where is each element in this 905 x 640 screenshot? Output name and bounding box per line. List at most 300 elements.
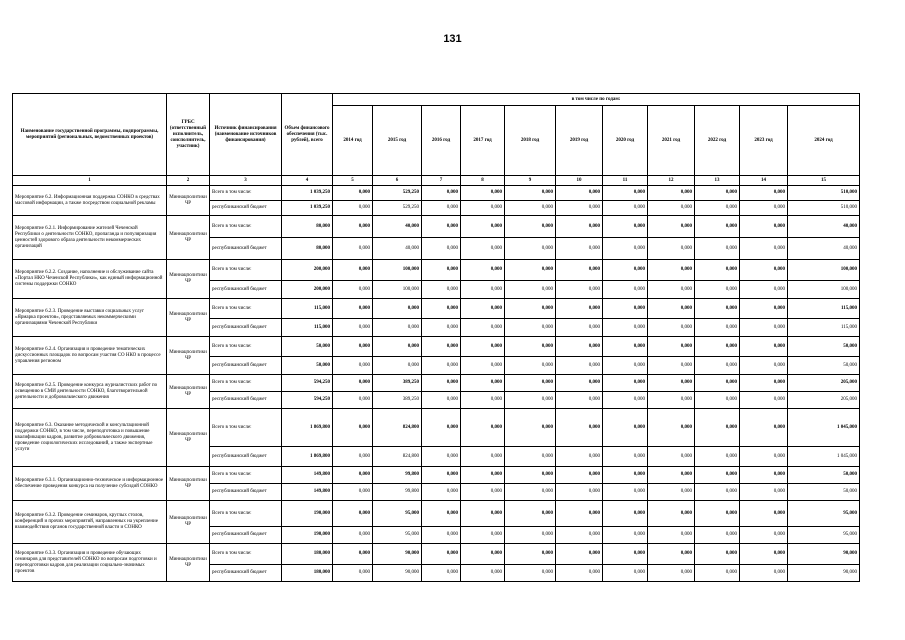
total-amount: 149,800 bbox=[282, 484, 333, 501]
year-amount: 0,000 bbox=[556, 484, 603, 501]
year-amount: 0,000 bbox=[505, 216, 556, 238]
year-amount: 0,000 bbox=[422, 409, 461, 447]
year-amount: 0,000 bbox=[603, 281, 648, 299]
year-amount: 0,000 bbox=[603, 299, 648, 319]
table-row bbox=[13, 544, 860, 565]
year-amount: 0,000 bbox=[505, 501, 556, 527]
year-amount: 0,000 bbox=[695, 392, 740, 409]
total-amount: 200,000 bbox=[282, 260, 333, 281]
header-year: 2019 год bbox=[556, 106, 603, 176]
year-amount: 0,000 bbox=[648, 484, 695, 501]
year-amount: 0,000 bbox=[333, 186, 373, 201]
year-amount: 40,000 bbox=[373, 238, 422, 260]
year-amount: 0,000 bbox=[461, 281, 505, 299]
year-amount: 0,000 bbox=[648, 447, 695, 467]
year-amount: 0,000 bbox=[333, 357, 373, 375]
year-amount: 0,000 bbox=[333, 447, 373, 467]
total-amount: 80,000 bbox=[282, 238, 333, 260]
year-amount: 100,000 bbox=[788, 260, 860, 281]
year-amount: 0,000 bbox=[505, 565, 556, 582]
year-amount: 0,000 bbox=[603, 392, 648, 409]
total-amount: 594,250 bbox=[282, 375, 333, 392]
funding-source: Всего в том числе: bbox=[210, 544, 282, 565]
column-number: 2 bbox=[167, 176, 210, 186]
funding-source: Всего в том числе: bbox=[210, 409, 282, 447]
year-amount: 0,000 bbox=[695, 484, 740, 501]
year-amount: 0,000 bbox=[648, 467, 695, 484]
header-year: 2015 год bbox=[373, 106, 422, 176]
year-amount: 0,000 bbox=[556, 375, 603, 392]
total-amount: 1 869,800 bbox=[282, 447, 333, 467]
year-amount: 0,000 bbox=[505, 484, 556, 501]
year-amount: 0,000 bbox=[740, 299, 788, 319]
measure-name: Мероприятие 6.3. Оказание методической и консультационной поддержки СОНКО, в том числе, переподготовка и повышение квалификации кадров, развитие добровольческого движения, проведение социологических исследований, а также экспертные услуги bbox=[13, 409, 167, 467]
year-amount: 0,000 bbox=[740, 501, 788, 527]
year-amount: 0,000 bbox=[648, 375, 695, 392]
year-amount: 0,000 bbox=[461, 238, 505, 260]
year-amount: 0,000 bbox=[740, 467, 788, 484]
header-total: Объем финансового обеспечения (тыс. рублей), всего bbox=[282, 94, 333, 176]
year-amount: 0,000 bbox=[603, 375, 648, 392]
year-amount: 0,000 bbox=[648, 544, 695, 565]
year-amount: 0,000 bbox=[422, 544, 461, 565]
year-amount: 50,000 bbox=[788, 467, 860, 484]
column-number: 8 bbox=[461, 176, 505, 186]
year-amount: 0,000 bbox=[740, 186, 788, 201]
year-amount: 0,000 bbox=[333, 409, 373, 447]
year-amount: 0,000 bbox=[333, 337, 373, 357]
total-amount: 115,000 bbox=[282, 299, 333, 319]
year-amount: 0,000 bbox=[556, 238, 603, 260]
year-amount: 0,000 bbox=[461, 392, 505, 409]
year-amount: 0,000 bbox=[333, 484, 373, 501]
year-amount: 0,000 bbox=[505, 392, 556, 409]
column-number: 12 bbox=[648, 176, 695, 186]
header-year: 2021 год bbox=[648, 106, 695, 176]
measure-name: Мероприятие 6.2.3. Проведение выставки социальных услуг «Ярмарка проектов», представляемых некоммерческими организациями Чеченской Республики bbox=[13, 299, 167, 337]
year-amount: 0,000 bbox=[695, 357, 740, 375]
table-row bbox=[13, 501, 860, 527]
year-amount: 0,000 bbox=[740, 527, 788, 544]
year-amount: 0,000 bbox=[422, 527, 461, 544]
year-amount: 0,000 bbox=[556, 260, 603, 281]
year-amount: 0,000 bbox=[333, 544, 373, 565]
year-amount: 0,000 bbox=[333, 281, 373, 299]
year-amount: 0,000 bbox=[556, 501, 603, 527]
year-amount: 389,250 bbox=[373, 392, 422, 409]
total-amount: 180,000 bbox=[282, 565, 333, 582]
header-year: 2016 год bbox=[422, 106, 461, 176]
total-amount: 115,000 bbox=[282, 319, 333, 337]
total-amount: 80,000 bbox=[282, 216, 333, 238]
funding-source: республиканский бюджет bbox=[210, 447, 282, 467]
year-amount: 90,000 bbox=[373, 544, 422, 565]
year-amount: 0,000 bbox=[603, 501, 648, 527]
year-amount: 0,000 bbox=[505, 186, 556, 201]
year-amount: 0,000 bbox=[333, 319, 373, 337]
header-year: 2022 год bbox=[695, 106, 740, 176]
year-amount: 95,000 bbox=[788, 501, 860, 527]
year-amount: 0,000 bbox=[695, 409, 740, 447]
total-amount: 190,000 bbox=[282, 527, 333, 544]
total-amount: 594,250 bbox=[282, 392, 333, 409]
total-amount: 50,000 bbox=[282, 357, 333, 375]
year-amount: 0,000 bbox=[333, 260, 373, 281]
year-amount: 0,000 bbox=[556, 565, 603, 582]
year-amount: 0,000 bbox=[333, 527, 373, 544]
executor: Миннацполитики ЧР bbox=[167, 467, 210, 501]
funding-source: республиканский бюджет bbox=[210, 281, 282, 299]
year-amount: 529,250 bbox=[373, 186, 422, 201]
year-amount: 0,000 bbox=[505, 299, 556, 319]
year-amount: 0,000 bbox=[556, 281, 603, 299]
funding-source: республиканский бюджет bbox=[210, 565, 282, 582]
year-amount: 0,000 bbox=[422, 467, 461, 484]
table-row bbox=[13, 299, 860, 319]
year-amount: 0,000 bbox=[603, 186, 648, 201]
header-grbs: ГРБС (ответственный исполнитель, соисполнитель, участник) bbox=[167, 94, 210, 176]
year-amount: 0,000 bbox=[333, 375, 373, 392]
measure-name: Мероприятие 6.3.1. Организационно-техническое и информационное обеспечение проведения конкурса на получение субсидий СОНКО bbox=[13, 467, 167, 501]
year-amount: 0,000 bbox=[603, 467, 648, 484]
executor: Миннацполитики ЧР bbox=[167, 337, 210, 375]
year-amount: 0,000 bbox=[603, 260, 648, 281]
year-amount: 0,000 bbox=[648, 357, 695, 375]
year-amount: 0,000 bbox=[422, 238, 461, 260]
year-amount: 0,000 bbox=[695, 319, 740, 337]
year-amount: 0,000 bbox=[603, 409, 648, 447]
total-amount: 1 039,250 bbox=[282, 186, 333, 201]
table-row bbox=[13, 375, 860, 392]
year-amount: 0,000 bbox=[695, 501, 740, 527]
header-by-year: в том числе по годам: bbox=[333, 94, 860, 106]
page-number: 131 bbox=[443, 33, 462, 45]
year-amount: 99,800 bbox=[373, 484, 422, 501]
year-amount: 100,000 bbox=[373, 260, 422, 281]
year-amount: 0,000 bbox=[556, 357, 603, 375]
year-amount: 0,000 bbox=[461, 216, 505, 238]
total-amount: 200,000 bbox=[282, 281, 333, 299]
year-amount: 0,000 bbox=[648, 186, 695, 201]
year-amount: 0,000 bbox=[461, 375, 505, 392]
year-amount: 0,000 bbox=[505, 544, 556, 565]
year-amount: 0,000 bbox=[422, 357, 461, 375]
year-amount: 0,000 bbox=[461, 409, 505, 447]
funding-source: республиканский бюджет bbox=[210, 319, 282, 337]
year-amount: 0,000 bbox=[556, 467, 603, 484]
year-amount: 0,000 bbox=[333, 201, 373, 216]
year-amount: 0,000 bbox=[648, 501, 695, 527]
year-amount: 0,000 bbox=[422, 216, 461, 238]
year-amount: 0,000 bbox=[556, 299, 603, 319]
measure-name: Мероприятие 6.3.3. Организация и проведение обучающих семинаров для представителей СОНКО по вопросам подготовки и переподготовки кадров для реализации социально-значимых проектов bbox=[13, 544, 167, 582]
year-amount: 0,000 bbox=[740, 544, 788, 565]
year-amount: 0,000 bbox=[695, 260, 740, 281]
year-amount: 0,000 bbox=[422, 319, 461, 337]
year-amount: 0,000 bbox=[333, 392, 373, 409]
header-name: Наименование государственной программы, подпрограммы, мероприятий (региональных, ведомственных проектов) bbox=[13, 94, 167, 176]
year-amount: 510,000 bbox=[788, 186, 860, 201]
header-year: 2014 год bbox=[333, 106, 373, 176]
measure-name: Мероприятие 6.2.5. Проведение конкурса журналистских работ по освещению в СМИ деятельности СОНКО, благотворительной деятельности и добровольческого движения bbox=[13, 375, 167, 409]
year-amount: 0,000 bbox=[461, 319, 505, 337]
year-amount: 0,000 bbox=[740, 281, 788, 299]
year-amount: 0,000 bbox=[695, 238, 740, 260]
year-amount: 0,000 bbox=[603, 527, 648, 544]
executor: Миннацполитики ЧР bbox=[167, 260, 210, 299]
year-amount: 0,000 bbox=[556, 527, 603, 544]
year-amount: 0,000 bbox=[648, 238, 695, 260]
table-row bbox=[13, 467, 860, 484]
year-amount: 0,000 bbox=[461, 544, 505, 565]
column-number: 7 bbox=[422, 176, 461, 186]
year-amount: 0,000 bbox=[422, 260, 461, 281]
funding-source: Всего в том числе: bbox=[210, 260, 282, 281]
year-amount: 40,000 bbox=[788, 238, 860, 260]
total-amount: 190,000 bbox=[282, 501, 333, 527]
year-amount: 0,000 bbox=[648, 319, 695, 337]
year-amount: 205,000 bbox=[788, 375, 860, 392]
year-amount: 0,000 bbox=[505, 409, 556, 447]
year-amount: 95,000 bbox=[373, 527, 422, 544]
table-row bbox=[13, 216, 860, 238]
executor: Миннацполитики ЧР bbox=[167, 375, 210, 409]
year-amount: 0,000 bbox=[648, 392, 695, 409]
year-amount: 0,000 bbox=[740, 337, 788, 357]
year-amount: 0,000 bbox=[461, 337, 505, 357]
year-amount: 90,000 bbox=[373, 565, 422, 582]
funding-source: республиканский бюджет bbox=[210, 527, 282, 544]
year-amount: 0,000 bbox=[422, 375, 461, 392]
year-amount: 0,000 bbox=[422, 281, 461, 299]
year-amount: 1 045,000 bbox=[788, 447, 860, 467]
year-amount: 0,000 bbox=[695, 467, 740, 484]
year-amount: 0,000 bbox=[373, 357, 422, 375]
year-amount: 0,000 bbox=[648, 216, 695, 238]
year-amount: 0,000 bbox=[603, 484, 648, 501]
year-amount: 40,000 bbox=[788, 216, 860, 238]
year-amount: 0,000 bbox=[695, 447, 740, 467]
year-amount: 389,250 bbox=[373, 375, 422, 392]
year-amount: 0,000 bbox=[556, 186, 603, 201]
year-amount: 0,000 bbox=[556, 201, 603, 216]
year-amount: 0,000 bbox=[556, 319, 603, 337]
year-amount: 0,000 bbox=[461, 260, 505, 281]
year-amount: 0,000 bbox=[648, 201, 695, 216]
year-amount: 0,000 bbox=[648, 409, 695, 447]
year-amount: 0,000 bbox=[373, 319, 422, 337]
year-amount: 0,000 bbox=[505, 337, 556, 357]
header-source: Источник финансирования (наименование источников финансирования) bbox=[210, 94, 282, 176]
year-amount: 0,000 bbox=[740, 409, 788, 447]
year-amount: 0,000 bbox=[695, 216, 740, 238]
year-amount: 50,000 bbox=[788, 357, 860, 375]
year-amount: 0,000 bbox=[695, 186, 740, 201]
column-number: 4 bbox=[282, 176, 333, 186]
measure-name: Мероприятие 6.2.2. Создание, наполнение и обслуживание сайта «Портал НКО Чеченской Республики», как единый информационной системы поддержки СОНКО bbox=[13, 260, 167, 299]
total-amount: 1 869,800 bbox=[282, 409, 333, 447]
year-amount: 0,000 bbox=[740, 238, 788, 260]
year-amount: 0,000 bbox=[740, 260, 788, 281]
executor: Миннацполитики ЧР bbox=[167, 299, 210, 337]
year-amount: 1 045,000 bbox=[788, 409, 860, 447]
funding-source: республиканский бюджет bbox=[210, 238, 282, 260]
year-amount: 0,000 bbox=[373, 299, 422, 319]
table-row bbox=[13, 337, 860, 357]
year-amount: 0,000 bbox=[648, 337, 695, 357]
year-amount: 0,000 bbox=[695, 337, 740, 357]
year-amount: 0,000 bbox=[461, 357, 505, 375]
total-amount: 149,800 bbox=[282, 467, 333, 484]
total-amount: 180,000 bbox=[282, 544, 333, 565]
measure-name: Мероприятие 6.2.4. Организация и проведение тематических дискуссионных площадок по вопросам участия СО НКО в процессе управления регионом bbox=[13, 337, 167, 375]
year-amount: 100,000 bbox=[788, 281, 860, 299]
year-amount: 0,000 bbox=[422, 501, 461, 527]
year-amount: 0,000 bbox=[695, 201, 740, 216]
year-amount: 0,000 bbox=[648, 299, 695, 319]
year-amount: 0,000 bbox=[505, 319, 556, 337]
funding-source: республиканский бюджет bbox=[210, 484, 282, 501]
year-amount: 0,000 bbox=[740, 484, 788, 501]
year-amount: 0,000 bbox=[603, 357, 648, 375]
year-amount: 0,000 bbox=[505, 527, 556, 544]
measure-name: Мероприятие 6.2. Информационная поддержка СОНКО в средствах массовой информации, а также посредством социальной рекламы bbox=[13, 186, 167, 216]
year-amount: 0,000 bbox=[461, 299, 505, 319]
year-amount: 0,000 bbox=[422, 201, 461, 216]
year-amount: 115,000 bbox=[788, 319, 860, 337]
header-year: 2018 год bbox=[505, 106, 556, 176]
year-amount: 0,000 bbox=[695, 375, 740, 392]
header-year: 2017 год bbox=[461, 106, 505, 176]
total-amount: 50,000 bbox=[282, 337, 333, 357]
year-amount: 824,800 bbox=[373, 409, 422, 447]
year-amount: 50,000 bbox=[788, 337, 860, 357]
funding-source: Всего в том числе: bbox=[210, 375, 282, 392]
column-number: 14 bbox=[740, 176, 788, 186]
year-amount: 0,000 bbox=[505, 201, 556, 216]
year-amount: 0,000 bbox=[603, 447, 648, 467]
year-amount: 0,000 bbox=[422, 299, 461, 319]
year-amount: 0,000 bbox=[422, 565, 461, 582]
executor: Миннацполитики ЧР bbox=[167, 186, 210, 216]
column-number: 15 bbox=[788, 176, 860, 186]
year-amount: 0,000 bbox=[740, 375, 788, 392]
year-amount: 0,000 bbox=[461, 201, 505, 216]
column-number: 13 bbox=[695, 176, 740, 186]
measure-name: Мероприятие 6.3.2. Проведение семинаров, круглых столов, конференций и прочих мероприятий, направленных на укрепление взаимодействия органов государственной власти и СОНКО bbox=[13, 501, 167, 544]
year-amount: 0,000 bbox=[556, 409, 603, 447]
year-amount: 510,000 bbox=[788, 201, 860, 216]
year-amount: 0,000 bbox=[461, 447, 505, 467]
year-amount: 0,000 bbox=[422, 186, 461, 201]
year-amount: 0,000 bbox=[695, 281, 740, 299]
year-amount: 0,000 bbox=[422, 392, 461, 409]
year-amount: 0,000 bbox=[422, 337, 461, 357]
executor: Миннацполитики ЧР bbox=[167, 501, 210, 544]
year-amount: 0,000 bbox=[556, 337, 603, 357]
year-amount: 0,000 bbox=[556, 216, 603, 238]
year-amount: 0,000 bbox=[505, 281, 556, 299]
year-amount: 50,000 bbox=[788, 484, 860, 501]
measure-name: Мероприятие 6.2.1. Информирование жителей Чеченской Республики о деятельности СОНКО, пропаганда и популяризация ценностей здорового образа деятельности некоммерческих организаций bbox=[13, 216, 167, 260]
executor: Миннацполитики ЧР bbox=[167, 216, 210, 260]
year-amount: 0,000 bbox=[556, 544, 603, 565]
year-amount: 0,000 bbox=[422, 484, 461, 501]
year-amount: 0,000 bbox=[740, 357, 788, 375]
year-amount: 0,000 bbox=[461, 527, 505, 544]
header-year: 2023 год bbox=[740, 106, 788, 176]
year-amount: 0,000 bbox=[333, 565, 373, 582]
year-amount: 0,000 bbox=[422, 447, 461, 467]
year-amount: 0,000 bbox=[333, 501, 373, 527]
year-amount: 0,000 bbox=[603, 216, 648, 238]
funding-source: Всего в том числе: bbox=[210, 501, 282, 527]
year-amount: 99,800 bbox=[373, 467, 422, 484]
year-amount: 0,000 bbox=[740, 319, 788, 337]
year-amount: 0,000 bbox=[505, 447, 556, 467]
year-amount: 95,000 bbox=[373, 501, 422, 527]
year-amount: 95,000 bbox=[788, 527, 860, 544]
column-number: 6 bbox=[373, 176, 422, 186]
year-amount: 0,000 bbox=[505, 375, 556, 392]
year-amount: 0,000 bbox=[740, 565, 788, 582]
funding-source: республиканский бюджет bbox=[210, 392, 282, 409]
year-amount: 115,000 bbox=[788, 299, 860, 319]
year-amount: 0,000 bbox=[461, 467, 505, 484]
year-amount: 0,000 bbox=[648, 281, 695, 299]
funding-source: Всего в том числе: bbox=[210, 216, 282, 238]
year-amount: 0,000 bbox=[333, 238, 373, 260]
year-amount: 90,000 bbox=[788, 544, 860, 565]
year-amount: 0,000 bbox=[695, 544, 740, 565]
column-number: 9 bbox=[505, 176, 556, 186]
year-amount: 0,000 bbox=[461, 565, 505, 582]
year-amount: 0,000 bbox=[505, 260, 556, 281]
year-amount: 0,000 bbox=[333, 299, 373, 319]
column-number: 5 bbox=[333, 176, 373, 186]
header-year: 2024 год bbox=[788, 106, 860, 176]
year-amount: 0,000 bbox=[333, 467, 373, 484]
year-amount: 0,000 bbox=[740, 392, 788, 409]
header-year: 2020 год bbox=[603, 106, 648, 176]
total-amount: 1 039,250 bbox=[282, 201, 333, 216]
funding-source: республиканский бюджет bbox=[210, 357, 282, 375]
year-amount: 0,000 bbox=[648, 565, 695, 582]
year-amount: 205,000 bbox=[788, 392, 860, 409]
year-amount: 0,000 bbox=[740, 447, 788, 467]
year-amount: 0,000 bbox=[505, 467, 556, 484]
table-row bbox=[13, 409, 860, 447]
year-amount: 0,000 bbox=[648, 260, 695, 281]
year-amount: 0,000 bbox=[333, 216, 373, 238]
year-amount: 40,000 bbox=[373, 216, 422, 238]
year-amount: 0,000 bbox=[603, 201, 648, 216]
year-amount: 0,000 bbox=[648, 527, 695, 544]
funding-source: Всего в том числе: bbox=[210, 337, 282, 357]
table-row bbox=[13, 186, 860, 201]
year-amount: 0,000 bbox=[505, 238, 556, 260]
year-amount: 0,000 bbox=[695, 299, 740, 319]
budget-table bbox=[12, 93, 860, 582]
executor: Миннацполитики ЧР bbox=[167, 409, 210, 467]
column-number: 10 bbox=[556, 176, 603, 186]
year-amount: 0,000 bbox=[556, 392, 603, 409]
year-amount: 0,000 bbox=[603, 337, 648, 357]
table-row bbox=[13, 260, 860, 281]
year-amount: 0,000 bbox=[740, 216, 788, 238]
year-amount: 824,800 bbox=[373, 447, 422, 467]
funding-source: республиканский бюджет bbox=[210, 201, 282, 216]
